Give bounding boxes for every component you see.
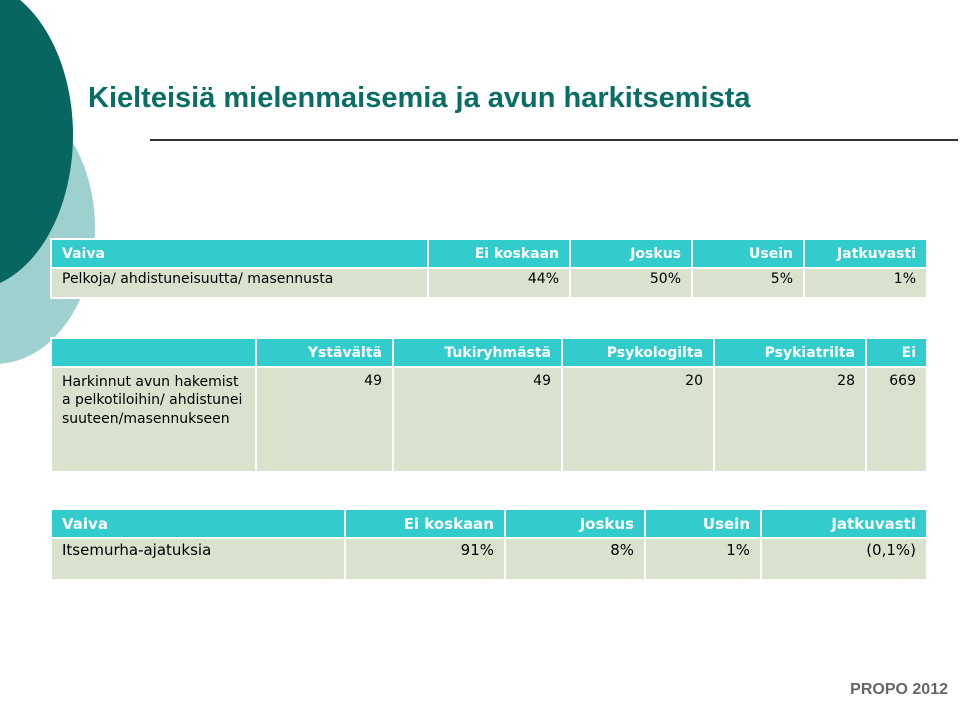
header-cell: Vaiva [51,509,345,538]
header-cell: Psykiatrilta [714,338,866,367]
header-cell: Ei [866,338,927,367]
header-cell: Ei koskaan [345,509,505,538]
row-label: Itsemurha-ajatuksia [51,538,345,580]
footer-brand: PROPO 2012 [850,681,948,698]
value-cell: 49 [393,367,562,472]
table-row [51,268,927,298]
value-cell: 44% [428,268,570,298]
value-cell: 49 [256,367,393,472]
page-title: Kielteisiä mielenmaisemia ja avun harkitsemista [88,82,751,114]
header-cell: Joskus [505,509,645,538]
value-cell: 1% [645,538,761,580]
table-symptoms-frequency [50,238,928,299]
header-cell: Jatkuvasti [761,509,927,538]
table-help-seeking [50,337,928,473]
title-underline [150,139,958,141]
header-cell: Jatkuvasti [804,239,927,268]
row-label: Pelkoja/ ahdistuneisuutta/ masennusta [51,268,428,298]
header-cell [51,338,256,367]
value-cell: 91% [345,538,505,580]
value-cell: 669 [866,367,927,472]
header-cell: Usein [645,509,761,538]
header-cell: Vaiva [51,239,428,268]
value-cell: 20 [562,367,714,472]
value-cell: 5% [692,268,804,298]
header-cell: Ei koskaan [428,239,570,268]
value-cell: 8% [505,538,645,580]
table-row [51,538,927,580]
header-cell: Tukiryhmästä [393,338,562,367]
header-cell: Joskus [570,239,692,268]
value-cell: 50% [570,268,692,298]
table-header-row [51,239,927,268]
value-cell: 28 [714,367,866,472]
table-row [51,367,927,472]
row-label: Harkinnut avun hakemista pelkotiloihin/ ahdistuneisuuteen/masennukseen [51,367,256,472]
value-cell: (0,1%) [761,538,927,580]
header-cell: Usein [692,239,804,268]
table-header-row [51,509,927,538]
header-cell: Ystävältä [256,338,393,367]
header-cell: Psykologilta [562,338,714,367]
table-header-row [51,338,927,367]
table-suicidal-thoughts [50,508,928,581]
value-cell: 1% [804,268,927,298]
